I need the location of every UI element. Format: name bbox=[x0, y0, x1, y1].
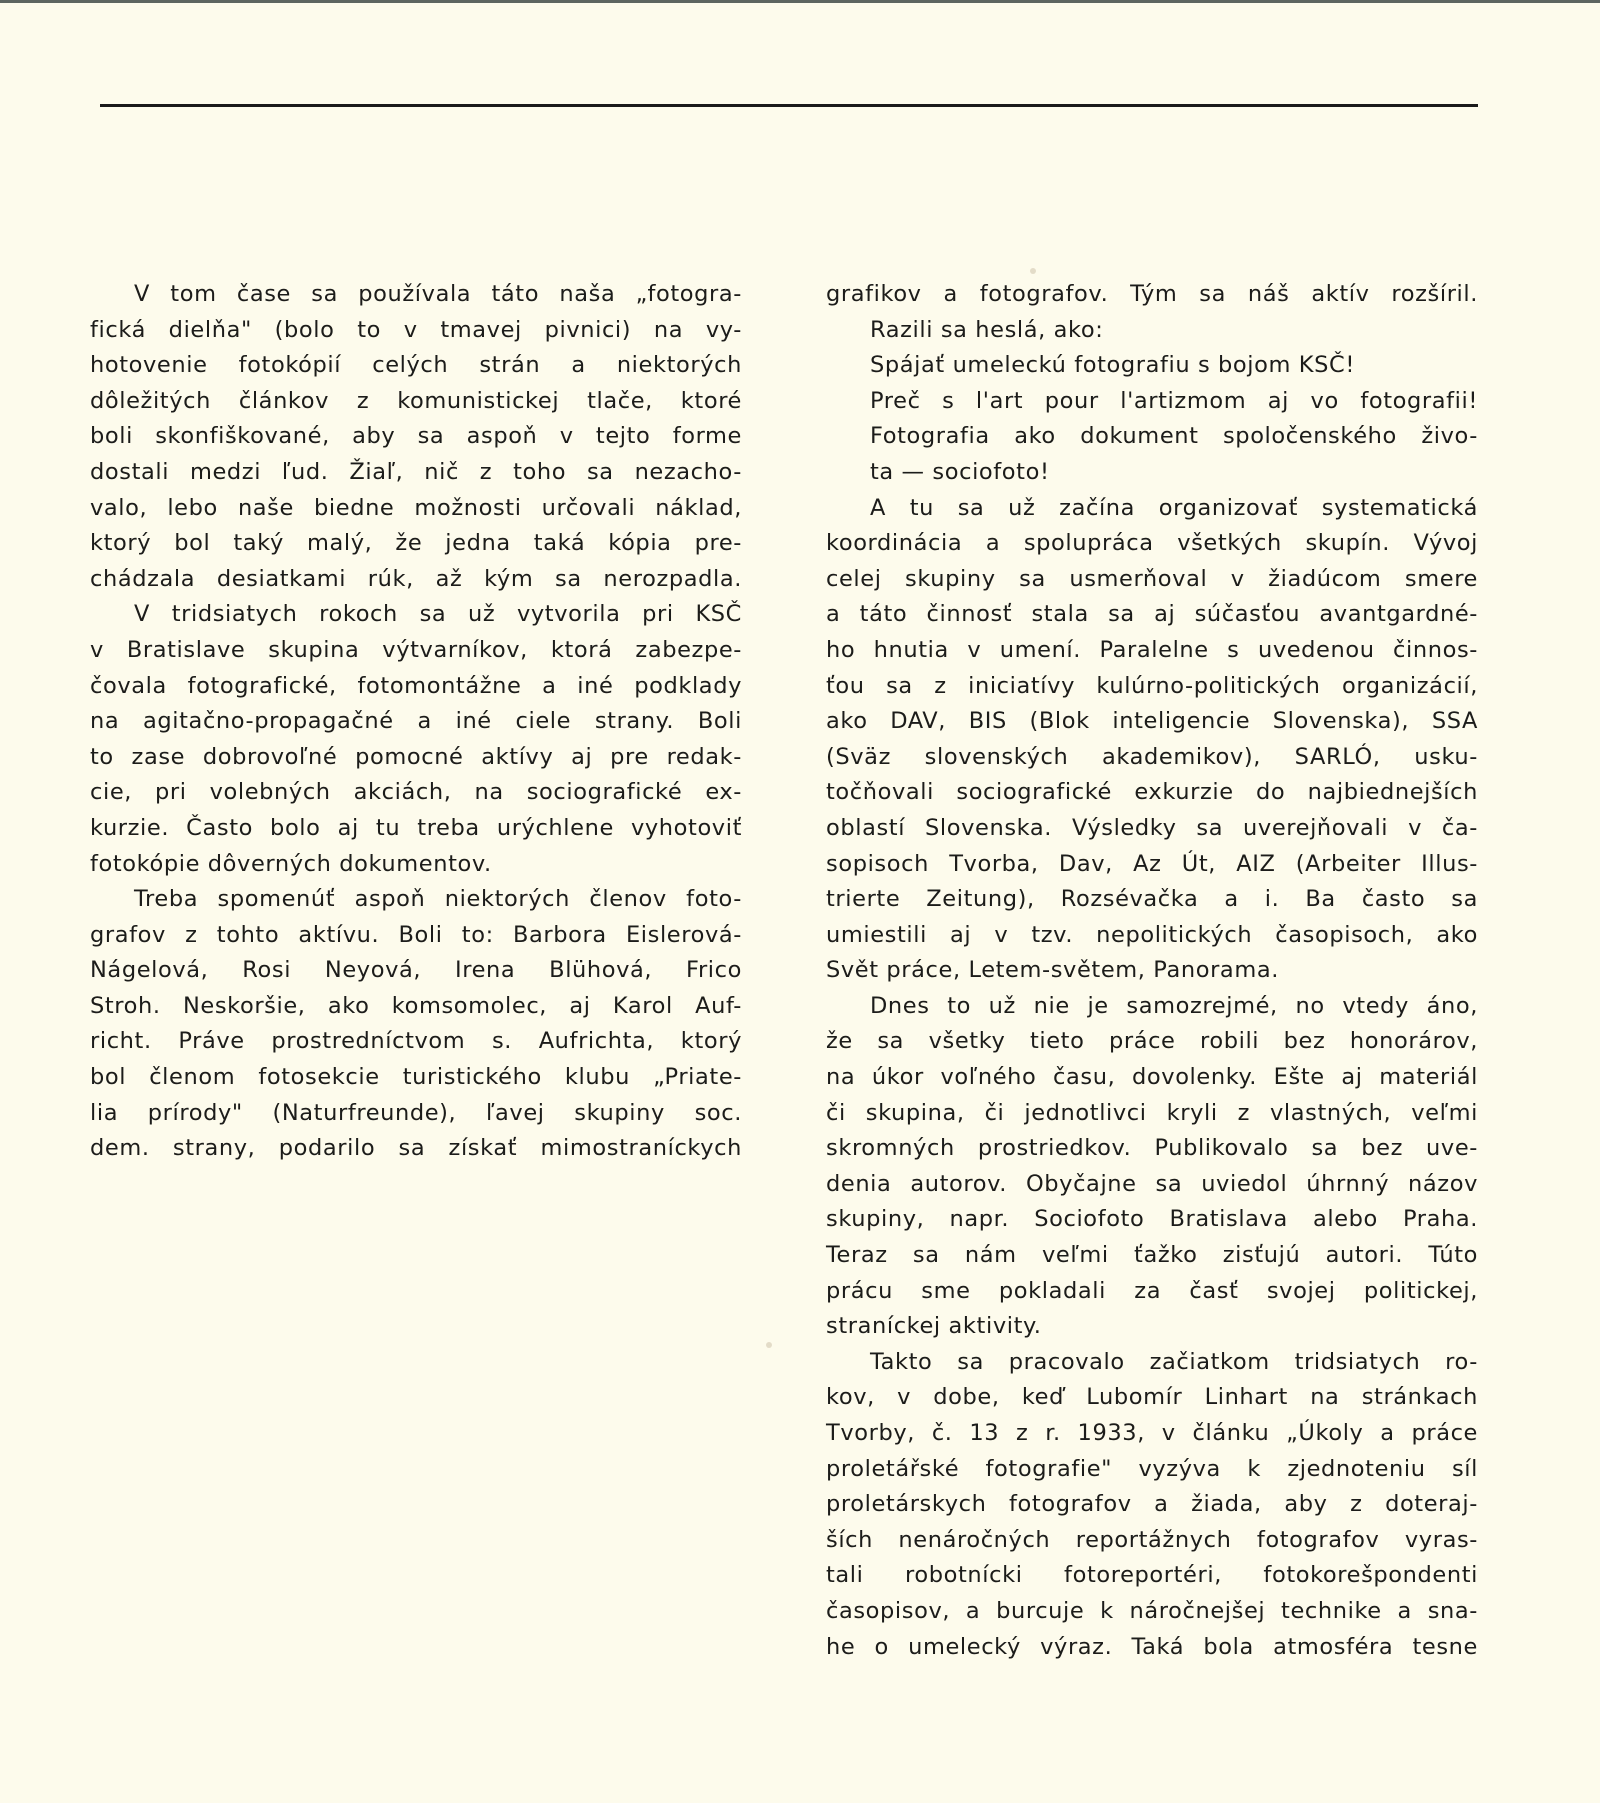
text-line: ako DAV, BIS (Blok inteligencie Slovenska), SSA bbox=[826, 708, 1478, 735]
text-line: kov, v dobe, keď Lubomír Linhart na stránkach bbox=[826, 1384, 1478, 1411]
text-line: ta — sociofoto! bbox=[870, 458, 1050, 485]
text-line: Svět práce, Letem-světem, Panorama. bbox=[826, 957, 1279, 984]
text-line: (Sväz slovenských akademikov), SARLÓ, usku- bbox=[826, 743, 1478, 770]
text-line: Takto sa pracovalo začiatkom tridsiatych ro- bbox=[870, 1348, 1478, 1375]
text-line: Dnes to už nie je samozrejmé, no vtedy áno, bbox=[870, 992, 1478, 1019]
text-line: chádzala desiatkami rúk, až kým sa nerozpadla. bbox=[90, 565, 742, 592]
text-line: grafikov a fotografov. Tým sa náš aktív rozšíril. bbox=[826, 281, 1478, 307]
text-line: ktorý bol taký malý, že jedna taká kópia pre- bbox=[90, 530, 742, 557]
text-line: Razili sa heslá, ako: bbox=[870, 316, 1104, 343]
text-line: proletárskych fotografov a žiada, aby z doteraj- bbox=[826, 1491, 1478, 1518]
text-line: straníckej aktivity. bbox=[826, 1313, 1042, 1340]
text-line: lia prírody" (Naturfreunde), ľavej skupiny soc. bbox=[90, 1099, 742, 1126]
left-text-column bbox=[90, 277, 742, 1167]
text-line: proletářské fotografie" vyzýva k zjednoteniu síl bbox=[826, 1455, 1478, 1482]
text-line: Preč s l'art pour l'artizmom aj vo fotografii! bbox=[870, 387, 1478, 414]
text-line: V tom čase sa používala táto naša „fotogra- bbox=[134, 281, 742, 307]
text-line: ho hnutia v umení. Paralelne s uvedenou činnos- bbox=[826, 636, 1478, 663]
text-line: Teraz sa nám veľmi ťažko zisťujú autori. Túto bbox=[826, 1242, 1478, 1269]
text-line: že sa všetky tieto práce robili bez honorárov, bbox=[826, 1028, 1478, 1055]
paper-speck bbox=[766, 1342, 772, 1348]
text-line: ších nenáročných reportážnych fotografov vyras- bbox=[826, 1526, 1478, 1553]
text-line: valo, lebo naše biedne možnosti určovali náklad, bbox=[90, 494, 742, 521]
text-line: kurzie. Často bolo aj tu treba urýchlene vyhotoviť bbox=[90, 814, 742, 841]
text-line: prácu sme pokladali za časť svojej politickej, bbox=[826, 1277, 1478, 1304]
text-line: a táto činnosť stala sa aj súčasťou avantgardné- bbox=[826, 601, 1478, 628]
text-line: tali robotnícki fotoreportéri, fotokorešpondenti bbox=[826, 1562, 1478, 1589]
text-line: na úkor voľného času, dovolenky. Ešte aj materiál bbox=[826, 1064, 1478, 1091]
text-line: oblastí Slovenska. Výsledky sa uverejňovali v ča- bbox=[826, 814, 1478, 841]
text-line: Nágelová, Rosi Neyová, Irena Blühová, Frico bbox=[90, 957, 742, 984]
text-line: denia autorov. Obyčajne sa uviedol úhrnný názov bbox=[826, 1170, 1478, 1197]
text-line: boli skonfiškované, aby sa aspoň v tejto forme bbox=[90, 423, 742, 450]
text-line: V tridsiatych rokoch sa už vytvorila pri KSČ bbox=[134, 601, 742, 628]
text-line: umiestili aj v tzv. nepolitických časopisoch, ako bbox=[826, 921, 1478, 948]
text-line: Stroh. Neskoršie, ako komsomolec, aj Karol Auf- bbox=[90, 992, 742, 1019]
text-line: Spájať umeleckú fotografiu s bojom KSČ! bbox=[870, 352, 1355, 379]
text-line: dostali medzi ľud. Žiaľ, nič z toho sa nezacho- bbox=[90, 458, 742, 485]
text-line: v Bratislave skupina výtvarníkov, ktorá zabezpe- bbox=[90, 636, 742, 663]
text-line: točňovali sociografické exkurzie do najbiednejších bbox=[826, 779, 1478, 806]
text-line: grafov z tohto aktívu. Boli to: Barbora Eislerová- bbox=[90, 921, 742, 948]
text-line: celej skupiny sa usmerňoval v žiadúcom smere bbox=[826, 565, 1478, 592]
text-line: hotovenie fotokópií celých strán a niektorých bbox=[90, 352, 742, 379]
text-line: skupiny, napr. Sociofoto Bratislava alebo Praha. bbox=[826, 1206, 1478, 1233]
text-line: dem. strany, podarilo sa získať mimostraníckych bbox=[90, 1135, 742, 1162]
text-line: koordinácia a spolupráca všetkých skupín. Vývoj bbox=[826, 530, 1478, 557]
text-line: Treba spomenúť aspoň niektorých členov foto- bbox=[134, 886, 742, 913]
text-line: to zase dobrovoľné pomocné aktívy aj pre redak- bbox=[90, 743, 742, 770]
text-line: fotokópie dôverných dokumentov. bbox=[90, 850, 492, 877]
header-rule bbox=[100, 104, 1478, 107]
text-line: sopisoch Tvorba, Dav, Az Út, AIZ (Arbeiter Illus- bbox=[826, 850, 1478, 877]
scan-edge-strip bbox=[0, 0, 1600, 3]
text-line: Fotografia ako dokument spoločenského živo- bbox=[870, 423, 1478, 450]
text-line: ťou sa z iniciatívy kulúrno-politických organizácií, bbox=[826, 672, 1478, 699]
text-line: cie, pri volebných akciách, na sociografické ex- bbox=[90, 779, 742, 806]
text-line: čovala fotografické, fotomontážne a iné podklady bbox=[90, 672, 742, 699]
text-line: he o umelecký výraz. Taká bola atmosféra tesne bbox=[826, 1633, 1478, 1660]
paper-speck bbox=[1030, 268, 1036, 274]
text-line: na agitačno-propagačné a iné ciele strany. Boli bbox=[90, 708, 742, 735]
text-line: dôležitých článkov z komunistickej tlače, ktoré bbox=[90, 387, 742, 414]
text-line: Tvorby, č. 13 z r. 1933, v článku „Úkoly a práce bbox=[826, 1420, 1478, 1446]
text-line: či skupina, či jednotlivci kryli z vlastných, veľmi bbox=[826, 1099, 1478, 1126]
text-line: časopisov, a burcuje k náročnejšej technike a sna- bbox=[826, 1597, 1478, 1624]
text-line: richt. Práve prostredníctvom s. Aufrichta, ktorý bbox=[90, 1028, 742, 1055]
text-line: A tu sa už začína organizovať systematická bbox=[870, 494, 1478, 521]
text-line: bol členom fotosekcie turistického klubu „Priate- bbox=[90, 1064, 742, 1091]
text-line: trierte Zeitung), Rozsévačka a i. Ba často sa bbox=[826, 886, 1478, 913]
text-line: fická dielňa" (bolo to v tmavej pivnici) na vy- bbox=[90, 316, 742, 343]
text-line: skromných prostriedkov. Publikovalo sa bez uve- bbox=[826, 1135, 1478, 1162]
right-text-column bbox=[826, 277, 1478, 1665]
